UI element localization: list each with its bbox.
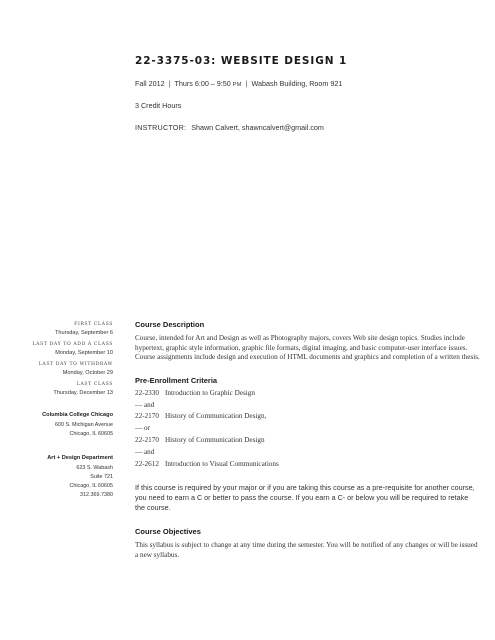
schedule-ampm: PM xyxy=(232,82,242,88)
criteria-code: 22-2612 xyxy=(135,459,159,468)
department-name: Art + Design Department xyxy=(47,455,113,461)
separator: | xyxy=(168,79,171,88)
department-phone: 312.369.7380 xyxy=(80,492,113,498)
criteria-code: 22-2170 xyxy=(135,412,159,421)
instructor-line xyxy=(135,123,475,132)
criteria-line xyxy=(135,388,480,400)
course-objectives-heading: Course Objectives xyxy=(135,527,201,537)
criteria-line xyxy=(135,400,480,412)
criteria-code: — or xyxy=(135,424,150,433)
department-address-2: Suite 721 xyxy=(90,474,113,480)
add-class-label: LAST DAY TO ADD A CLASS xyxy=(32,342,113,347)
location: Wabash Building, Room 921 xyxy=(251,79,343,88)
criteria-title: Introduction to Visual Communications xyxy=(164,459,279,468)
schedule-time: Thurs 6:00 – 9:50 xyxy=(174,79,231,88)
course-objectives-section xyxy=(135,527,480,560)
criteria-line xyxy=(135,447,480,459)
pre-enrollment-section xyxy=(135,376,480,512)
department-address-3: Chicago, IL 60605 xyxy=(69,483,113,489)
course-description-heading: Course Description xyxy=(135,320,205,329)
criteria-line xyxy=(135,459,480,471)
first-class-date: Thursday, September 6 xyxy=(54,330,113,336)
course-meta-line xyxy=(135,79,475,88)
criteria-note: If this course is required by your major or if you are taking this course as a pre-requisite for another course, you need to earn a C or better to pass the course. If you earn a C- or below you will be required to retake the course. xyxy=(135,483,475,512)
criteria-line xyxy=(135,411,480,423)
instructor-label: INSTRUCTOR: xyxy=(135,123,187,132)
last-class-date: Thursday, December 13 xyxy=(53,390,113,396)
course-objectives-body: This syllabus is subject to change at any time during the semester. You will be notified of any changes or will be issued a new syllabus. xyxy=(135,541,478,559)
course-description-body: Course, intended for Art and Design as well as Photography majors, covers Web site design topics. Studies include hypertext, graphic style information, graphic file formats, digital imaging, and basic computer-user interface issues. Course assignments include design and execution of HTML documents and graphics and completion of a written thesis. xyxy=(135,334,480,362)
college-name: Columbia College Chicago xyxy=(42,412,113,418)
sidebar-key-dates xyxy=(20,322,113,500)
college-address-2: Chicago, IL 60605 xyxy=(69,431,113,437)
criteria-title: History of Communication Design, xyxy=(164,412,267,421)
course-description-section xyxy=(135,320,480,363)
credit-hours: 3 Credit Hours xyxy=(135,101,182,110)
separator: | xyxy=(245,79,248,88)
criteria-line xyxy=(135,423,480,435)
criteria-code: 22-2330 xyxy=(135,388,159,397)
withdraw-label: LAST DAY TO WITHDRAW xyxy=(38,362,113,367)
course-header xyxy=(135,55,475,132)
term: Fall 2012 xyxy=(135,79,165,88)
criteria-code: — and xyxy=(135,400,155,409)
instructor-value: Shawn Calvert, shawncalvert@gmail.com xyxy=(191,123,324,132)
criteria-title: Introduction to Graphic Design xyxy=(164,388,255,397)
criteria-list xyxy=(135,388,480,471)
criteria-title: History of Communication Design xyxy=(164,435,265,444)
course-title: 22-3375-03: WEBSITE DESIGN 1 xyxy=(135,55,348,67)
withdraw-date: Monday, October 29 xyxy=(62,370,113,376)
main-content xyxy=(135,320,480,560)
criteria-code: — and xyxy=(135,447,155,456)
add-class-date: Monday, September 10 xyxy=(55,350,113,356)
criteria-code: 22-2170 xyxy=(135,435,159,444)
college-address-1: 600 S. Michigan Avenue xyxy=(54,422,113,428)
criteria-line xyxy=(135,435,480,447)
department-address-1: 623 S. Wabash xyxy=(76,465,113,471)
pre-enrollment-heading: Pre-Enrollment Criteria xyxy=(135,375,218,385)
last-class-label: LAST CLASS xyxy=(76,382,113,387)
first-class-label: FIRST CLASS xyxy=(74,322,113,327)
